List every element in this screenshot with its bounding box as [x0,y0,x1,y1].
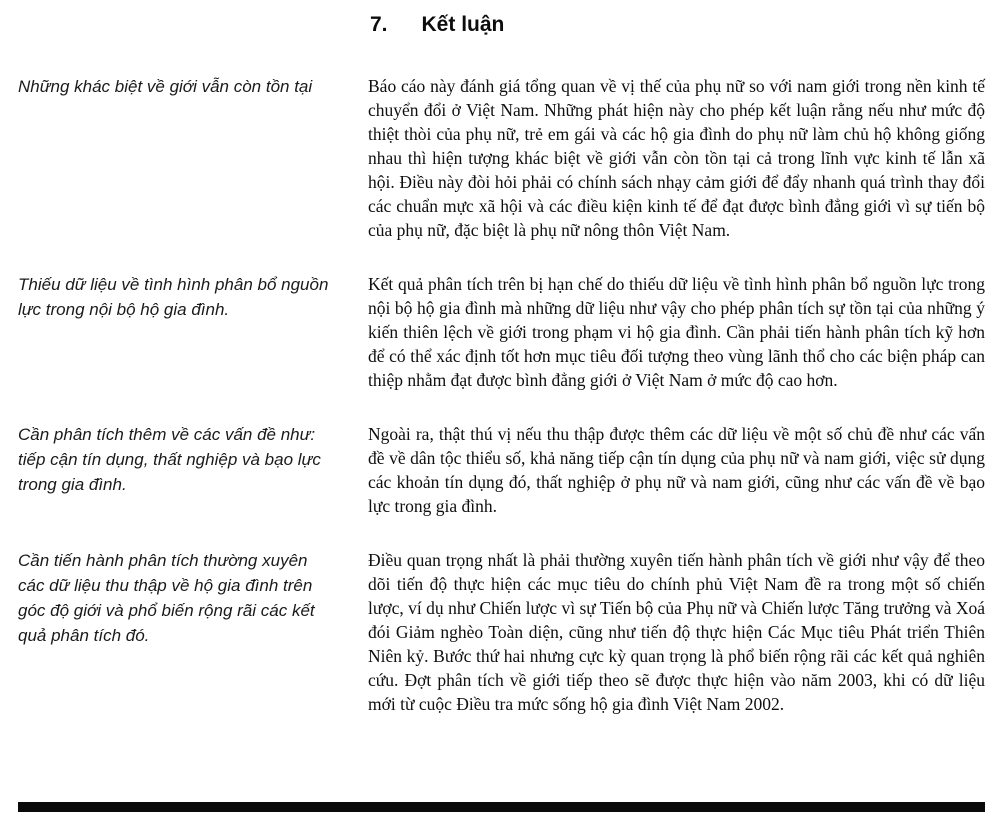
margin-note-4: Cần tiến hành phân tích thường xuyên các dữ liệu thu thập về hộ gia đình trên góc độ giới và phổ biến rộng rãi các kết quả phân tích đó. [18,551,315,645]
paragraph-1: Báo cáo này đánh giá tổng quan về vị thế của phụ nữ so với nam giới trong nền kinh tế chuyển đổi ở Việt Nam. Những phát hiện này cho phép kết luận rằng nếu như mức độ thiệt thòi của phụ nữ, trẻ em gái và các hộ gia đình do phụ nữ làm chủ hộ không giống nhau thì hiện tượng khác biệt về giới vẫn còn tồn tại cả trong lĩnh vực kinh tế lẫn xã hội. Điều này đòi hỏi phải có chính sách nhạy cảm giới để đẩy nhanh quá trình thay đổi các chuẩn mực xã hội và các điều kiện kinh tế để đạt được bình đẳng giới vì sự tiến bộ của phụ nữ, đặc biệt là phụ nữ nông thôn Việt Nam. [368,76,985,240]
section-row-3 [18,422,985,518]
paragraph-2: Kết quả phân tích trên bị hạn chế do thiếu dữ liệu về tình hình phân bổ nguồn lực trong nội bộ hộ gia đình mà những dữ liệu như vậy cho phép phân tích sự tồn tại của những ý kiến thiên lệch về giới trong phạm vi hộ gia đình. Cần phải tiến hành phân tích kỹ hơn để có thể xác định tốt hơn mục tiêu đối tượng theo vùng lãnh thổ cho các biện pháp can thiệp nhằm đạt được bình đẳng giới ở Việt Nam ở mức độ cao hơn. [368,274,985,390]
section-row-2 [18,272,985,392]
paragraph-3: Ngoài ra, thật thú vị nếu thu thập được thêm các dữ liệu về một số chủ đề như các vấn đề về dân tộc thiểu số, khả năng tiếp cận tín dụng của phụ nữ và nam giới, việc sử dụng các khoản tín dụng đó, thất nghiệp ở phụ nữ và nam giới, cũng như các vấn đề về bạo lực trong gia đình. [368,424,985,516]
section-number: 7. [370,13,388,36]
margin-note-3: Cần phân tích thêm về các vấn đề như: tiếp cận tín dụng, thất nghiệp và bạo lực trong gia đình. [18,425,321,494]
paragraph-4: Điều quan trọng nhất là phải thường xuyên tiến hành phân tích về giới như vậy để theo dõi tiến độ thực hiện các mục tiêu do chính phủ Việt Nam đề ra trong một số chiến lược, ví dụ như Chiến lược vì sự Tiến bộ của Phụ nữ và Chiến lược Tăng trưởng và Xoá đói Giảm nghèo Toàn diện, cũng như tiến độ thực hiện Các Mục tiêu Phát triển Thiên Niên kỷ. Bước thứ hai nhưng cực kỳ quan trọng là phổ biến rộng rãi các kết quả nghiên cứu. Đợt phân tích về giới tiếp theo sẽ được thực hiện vào năm 2003, khi có dữ liệu mới từ cuộc Điều tra mức sống hộ gia đình Việt Nam 2002. [368,550,985,714]
section-row-4 [18,548,985,716]
page-title [370,12,985,38]
footer-rule [18,802,985,812]
margin-note-1: Những khác biệt về giới vẫn còn tồn tại [18,77,313,96]
margin-note-2: Thiếu dữ liệu về tình hình phân bổ nguồn lực trong nội bộ hộ gia đình. [18,275,329,319]
section-row-1 [18,74,985,242]
section-title-text: Kết luận [421,13,505,36]
